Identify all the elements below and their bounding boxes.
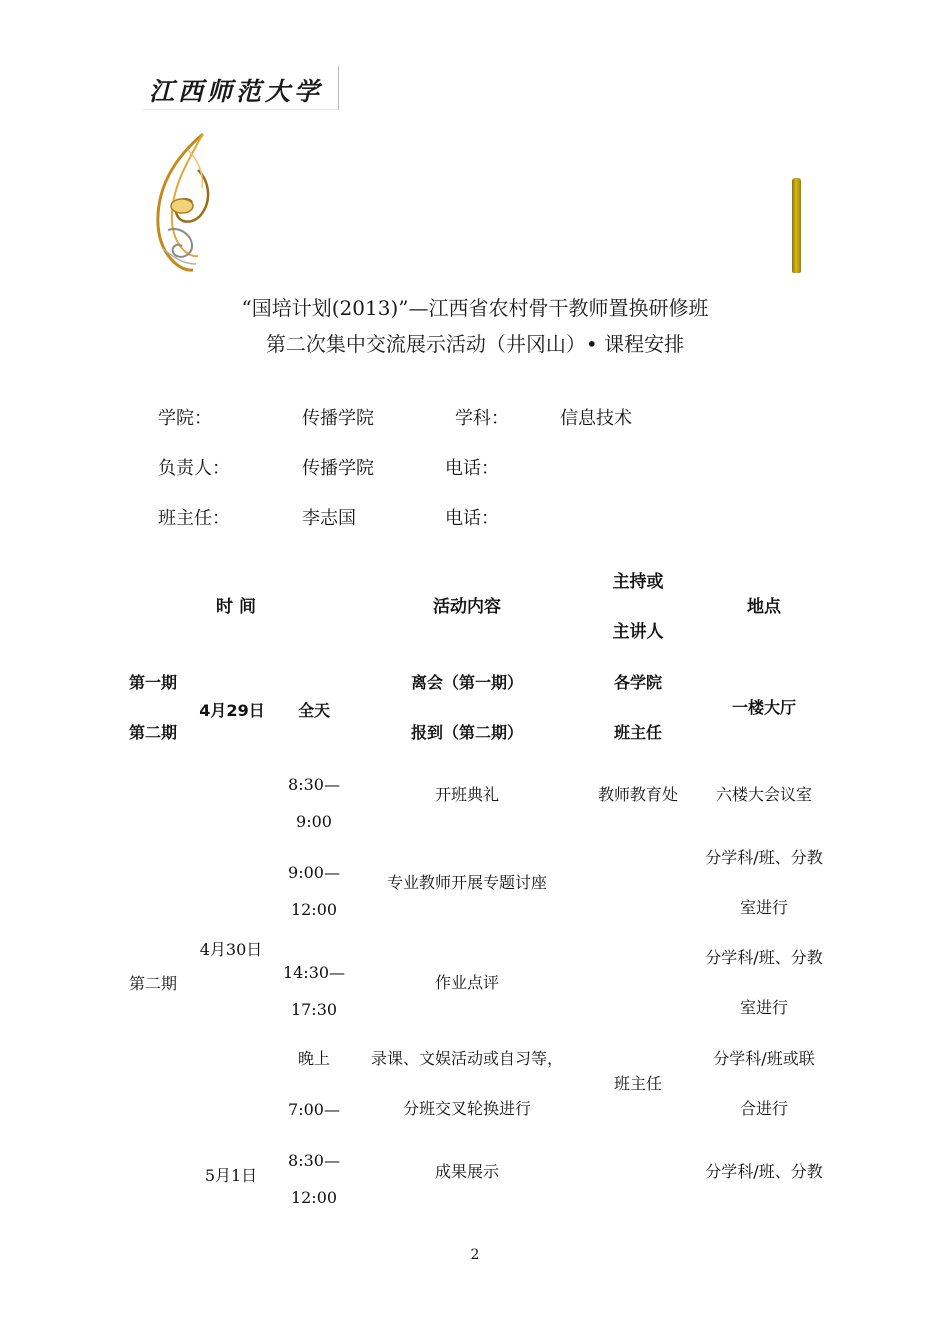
slot3-time-start: 14:30— [282, 963, 346, 982]
slot2-time-start: 9:00— [288, 863, 340, 882]
block3-place: 分学科/班、分教 [705, 1162, 823, 1181]
slot2-content: 专业教师开展专题讨座 [386, 873, 548, 892]
phone-label-2: 电话： [445, 508, 499, 529]
slot3-content: 作业点评 [434, 973, 500, 992]
block3-content: 成果展示 [434, 1162, 500, 1181]
ornament-swirl-icon [148, 130, 218, 276]
row1-host-1: 各学院 [613, 673, 663, 692]
slot4-content-2: 分班交叉轮换进行 [402, 1099, 532, 1118]
title-line-2: 第二次集中交流展示活动（井冈山）• 课程安排 [265, 332, 685, 356]
block3-date: 5月1日 [204, 1166, 258, 1185]
title-line-1: “国培计划(2013)”—江西省农村骨干教师置换研修班 [241, 296, 709, 320]
slot1-host: 教师教育处 [597, 785, 679, 804]
block3-time-start: 8:30— [288, 1151, 340, 1170]
header-content: 活动内容 [433, 597, 501, 617]
row1-slot: 全天 [297, 701, 331, 720]
block2-host-shared: 班主任 [613, 1074, 663, 1093]
header-host-line-2: 主讲人 [612, 622, 664, 642]
header-time: 时 间 [216, 597, 256, 617]
subject-label: 学科： [455, 408, 509, 429]
slot1-content: 开班典礼 [434, 785, 500, 804]
header-host-line-1: 主持或 [612, 572, 664, 592]
slot4-content-1: 录课、文娱活动或自习等， [370, 1049, 564, 1068]
block2-date: 4月30日 [199, 940, 263, 959]
slot1-time-end: 9:00 [296, 812, 332, 831]
slot4-place-1: 分学科/班或联 [713, 1049, 815, 1068]
college-value: 传播学院 [302, 408, 374, 429]
slot2-time-end: 12:00 [290, 900, 338, 919]
phone-label-1: 电话： [445, 458, 499, 479]
slot3-time-end: 17:30 [290, 1000, 338, 1019]
row1-content-1: 离会（第一期） [410, 673, 524, 692]
slot2-place-2: 室进行 [739, 898, 789, 917]
row1-period-1: 第一期 [128, 673, 178, 692]
header-place: 地点 [747, 597, 781, 617]
logo-text: 江西师范大学 [149, 77, 324, 106]
slot3-place-2: 室进行 [739, 998, 789, 1017]
page-number: 2 [470, 1247, 480, 1263]
gold-side-bar [792, 178, 801, 273]
slot1-time-start: 8:30— [288, 775, 340, 794]
teacher-value: 李志国 [302, 508, 356, 529]
leader-label: 负责人： [158, 458, 230, 479]
row1-period-2: 第二期 [128, 723, 178, 742]
row1-date: 4月29日 [199, 701, 265, 720]
slot2-place-1: 分学科/班、分教 [705, 848, 823, 867]
row1-host-2: 班主任 [613, 723, 663, 742]
slot4-place-2: 合进行 [739, 1099, 789, 1118]
row1-content-2: 报到（第二期） [410, 723, 524, 742]
block2-period: 第二期 [128, 974, 178, 993]
slot4-time-start: 晚上 [297, 1049, 331, 1068]
leader-value: 传播学院 [302, 458, 374, 479]
row1-place: 一楼大厅 [731, 698, 797, 717]
slot3-place-1: 分学科/班、分教 [705, 948, 823, 967]
teacher-label: 班主任： [158, 508, 230, 529]
college-label: 学院： [158, 408, 212, 429]
slot4-time-end: 7:00— [288, 1100, 340, 1119]
university-logo [143, 66, 339, 110]
subject-value: 信息技术 [560, 408, 632, 429]
block3-time-end: 12:00 [290, 1188, 338, 1207]
slot1-place: 六楼大会议室 [715, 785, 813, 804]
